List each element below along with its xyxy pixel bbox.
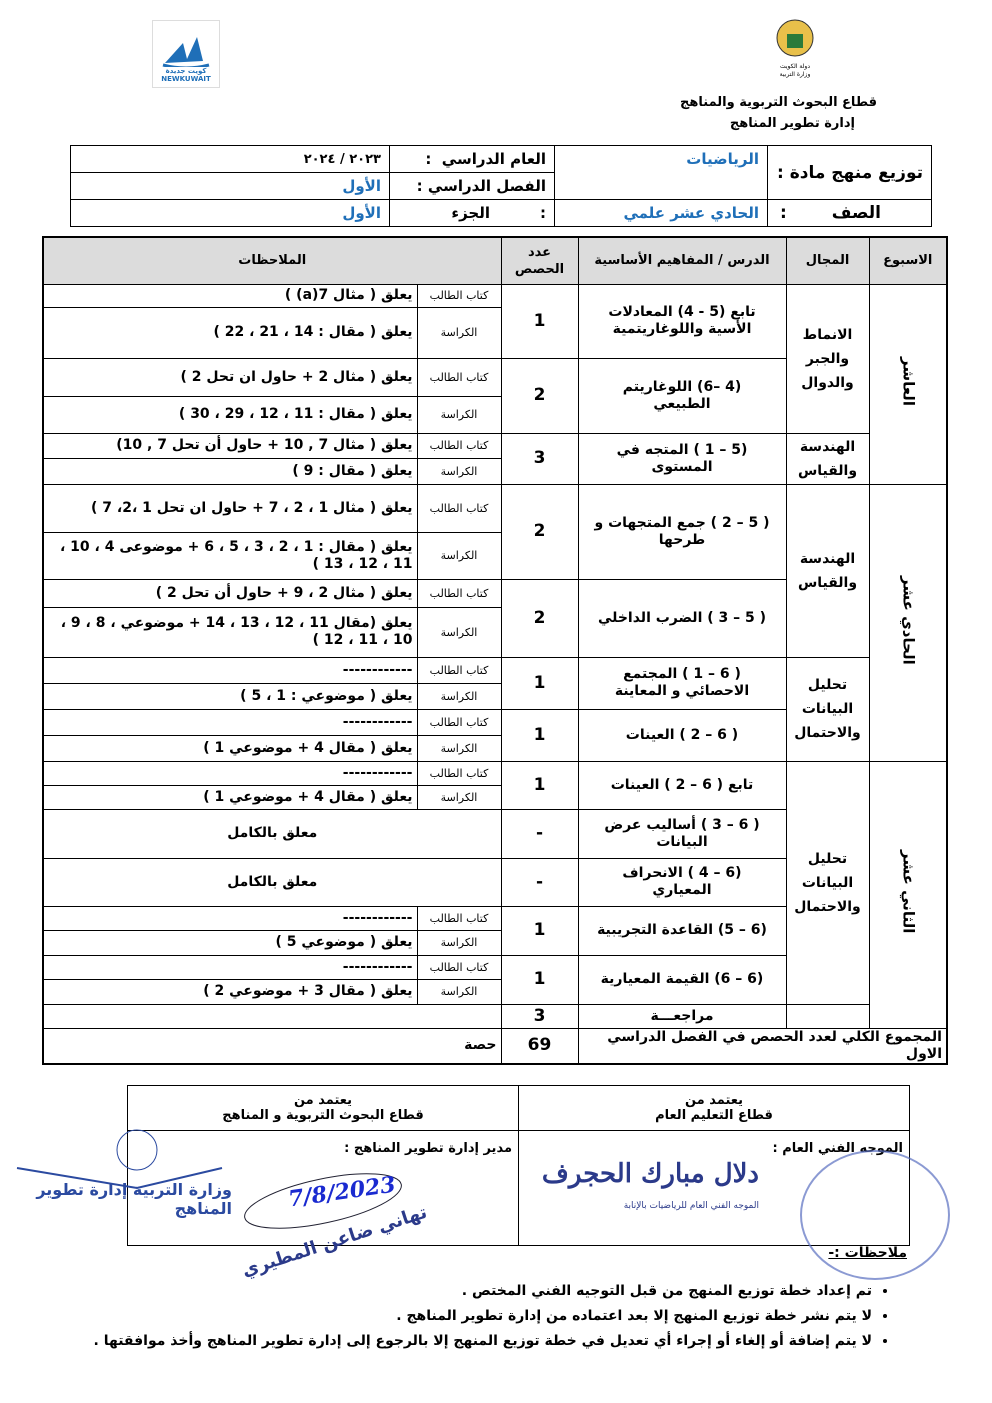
header-notes: الملاحظات <box>43 237 501 284</box>
domain-cell: تحليل البيانات والاحتمال <box>786 761 869 1004</box>
session-count: 1 <box>501 709 578 761</box>
workbook-note: يعلق ( مقال 4 + موضوعي 1 ) <box>43 735 417 761</box>
lesson-title: ( 5 – 2 ) جمع المتجهات و طرحها <box>578 484 786 579</box>
table-row <box>43 657 947 683</box>
workbook-note: يعلق ( مقال : 1 ، 2 ، 3 ، 5 ، 6 + موضوعى 4 ، 10 ، 11 ، 12 ، 13 ) <box>43 532 417 579</box>
week-cell <box>869 284 947 484</box>
note-item: • لا يتم نشر خطة توزيع المنهج إلا بعد اعتماده من إدارة تطوير المناهج . <box>94 1308 872 1324</box>
header-lesson: الدرس / المفاهيم الأساسية <box>578 237 786 284</box>
source-book: كتاب الطالب <box>417 709 501 735</box>
source-book: كتاب الطالب <box>417 579 501 607</box>
workbook-note: يعلق ( مقال 4 + موضوعي 1 ) <box>43 785 417 809</box>
source-book: كتاب الطالب <box>417 657 501 683</box>
source-workbook: الكراسة <box>417 396 501 433</box>
table-row <box>43 761 947 785</box>
note-item: • لا يتم إضافة أو إلغاء أو إجراء أي تعديل في خطة توزيع المنهج إلا بالرجوع إلى إدارة تطوير المناهج وأخذ موافقتها . <box>94 1333 872 1349</box>
lesson-title: ( 6 – 3 ) أساليب عرض البيانات <box>578 809 786 858</box>
source-book: كتاب الطالب <box>417 284 501 307</box>
colon: : <box>416 177 423 195</box>
week-cell <box>869 484 947 761</box>
workbook-note: يعلق ( موضوعي 5 ) <box>43 930 417 955</box>
lesson-title: (6 – 5) القاعدة التجريبية <box>578 906 786 955</box>
session-count: 1 <box>501 657 578 709</box>
total-row <box>43 1028 947 1064</box>
header-week: الاسبوع <box>869 237 947 284</box>
total-label: المجموع الكلي لعدد الحصص في الفصل الدراسي الاول <box>578 1028 947 1064</box>
term-value: الأول <box>71 173 390 200</box>
fully-suspended-note: معلق بالكامل <box>43 858 501 906</box>
right-signer-title: الموجه الفني العام للرياضيات بالإنابة <box>623 1201 759 1211</box>
workbook-note: يعلق (مقال 11 ، 12 ، 13 ، 14 + موضوعي ، 8 ، 9 ، 10 ، 11 ، 12 ) <box>43 607 417 657</box>
curriculum-table <box>42 236 948 1065</box>
review-count: 3 <box>501 1004 578 1028</box>
info-table <box>70 145 932 227</box>
term-label: الفصل الدراسي <box>427 177 546 195</box>
empty-cell <box>786 1004 869 1028</box>
stamp-text: وزارة التربية إدارة تطوير المناهج <box>36 1180 232 1218</box>
source-workbook: الكراسة <box>417 458 501 484</box>
lesson-title: (6 – 6) القيمة المعيارية <box>578 955 786 1004</box>
lesson-title: ( 6 – 2 ) العينات <box>578 709 786 761</box>
week-label: الحادي عشر <box>899 575 918 665</box>
session-count: 2 <box>501 358 578 433</box>
workbook-note: يعلق ( مقال : 9 ) <box>43 458 417 484</box>
right-signature: دلال مبارك الحجرف <box>541 1159 759 1189</box>
source-workbook: الكراسة <box>417 532 501 579</box>
kuwait-emblem-logo <box>772 16 818 80</box>
grade-value: الحادي عشر علمي <box>555 200 768 227</box>
source-workbook: الكراسة <box>417 307 501 358</box>
lesson-title: ( 6 – 1 ) المجتمع الاحصائي و المعاينة <box>578 657 786 709</box>
lesson-title: (5 – 1 ) المتجه في المستوى <box>578 433 786 484</box>
lesson-title: تابع (5 - 4) المعادلات الأسية واللوغاريتمية <box>578 284 786 358</box>
session-count: - <box>501 858 578 906</box>
session-count: 2 <box>501 579 578 657</box>
source-book: كتاب الطالب <box>417 484 501 532</box>
approved-by-label: يعتمد من <box>293 1093 353 1108</box>
source-book: كتاب الطالب <box>417 906 501 930</box>
session-count: 3 <box>501 433 578 484</box>
domain-cell: الهندسة والقياس <box>786 484 869 657</box>
source-workbook: الكراسة <box>417 607 501 657</box>
session-count: 1 <box>501 284 578 358</box>
book-note: ------------ <box>43 906 417 930</box>
svg-text:دولة الكويت: دولة الكويت <box>780 63 810 70</box>
workbook-note: يعلق ( مقال : 11 ، 12 ، 29 ، 30 ) <box>43 396 417 433</box>
review-row <box>43 1004 947 1028</box>
left-org: قطاع البحوث التربوية و المناهج <box>222 1108 424 1123</box>
source-workbook: الكراسة <box>417 735 501 761</box>
left-role: مدير إدارة تطوير المناهج : <box>344 1141 512 1156</box>
lesson-title: ( 5 – 3 ) الضرب الداخلي <box>578 579 786 657</box>
year-value: ٢٠٢٣ / ٢٠٢٤ <box>71 146 390 173</box>
source-workbook: الكراسة <box>417 785 501 809</box>
week-label: العاشر <box>899 357 918 406</box>
total-unit: حصة <box>43 1028 501 1064</box>
new-kuwait-logo <box>152 20 220 88</box>
table-row <box>43 284 947 307</box>
empty-cell <box>43 1004 501 1028</box>
year-label: العام الدراسي <box>441 150 546 168</box>
table-row <box>43 484 947 532</box>
book-note: يعلق ( مثال 2 + حاول ان تحل 2 ) <box>43 358 417 396</box>
book-note: يعلق ( مثال 7 , 10 + حاول أن تحل 7 , 10) <box>43 433 417 458</box>
book-note: ------------ <box>43 761 417 785</box>
book-note: يعلق ( مثال 2 ، 9 + حاول أن تحل 2 ) <box>43 579 417 607</box>
table-row <box>43 433 947 458</box>
source-workbook: الكراسة <box>417 683 501 709</box>
session-count: 1 <box>501 906 578 955</box>
note-item: • تم إعداد خطة توزيع المنهج من قبل التوجيه الفني المختص . <box>94 1283 872 1299</box>
week-label: الثاني عشر <box>899 850 918 934</box>
left-signature: تهاني ضاعن المطيري <box>239 1201 430 1282</box>
subject-label: توزيع منهج مادة : <box>768 146 932 200</box>
domain-cell: الانماط والجبر والدوال <box>786 284 869 433</box>
book-note: يعلق ( مثال 7(a) ) <box>43 284 417 307</box>
subject-value: الرياضيات <box>555 146 768 200</box>
source-book: كتاب الطالب <box>417 761 501 785</box>
book-note: ------------ <box>43 709 417 735</box>
part-value: الأول <box>71 200 390 227</box>
table-header-row <box>43 237 947 284</box>
domain-cell: تحليل البيانات والاحتمال <box>786 657 869 761</box>
session-count: 1 <box>501 955 578 1004</box>
week-cell <box>869 761 947 1028</box>
lesson-title: تابع ( 6 – 2 ) العينات <box>578 761 786 809</box>
review-label: مراجعـــة <box>578 1004 786 1028</box>
workbook-note: يعلق ( مقال : 14 ، 21 ، 22 ) <box>43 307 417 358</box>
lesson-title: (4 –6) اللوغاريتم الطبيعي <box>578 358 786 433</box>
colon: : <box>425 150 432 168</box>
sector-name: قطاع البحوث التربوية والمناهج <box>680 95 877 110</box>
workbook-note: يعلق ( مقال 3 + موضوعي 2 ) <box>43 979 417 1004</box>
workbook-note: يعلق ( موضوعي : 1 ، 5 ) <box>43 683 417 709</box>
header-count: عدد الحصص <box>501 237 578 284</box>
right-org: قطاع التعليم العام <box>655 1108 773 1123</box>
colon: : <box>779 203 787 223</box>
fully-suspended-note: معلق بالكامل <box>43 809 501 858</box>
header-title <box>680 92 877 134</box>
department-name: إدارة تطوير المناهج <box>729 116 855 131</box>
source-book: كتاب الطالب <box>417 358 501 396</box>
notes-title: ملاحظات :- <box>828 1245 907 1261</box>
colon: : <box>540 204 546 222</box>
total-count: 69 <box>501 1028 578 1064</box>
new-kuwait-logo-text: كويت جديدة NEWKUWAIT <box>161 67 211 83</box>
source-workbook: الكراسة <box>417 930 501 955</box>
session-count: 2 <box>501 484 578 579</box>
source-workbook: الكراسة <box>417 979 501 1004</box>
svg-text:وزارة التربية: وزارة التربية <box>779 71 811 78</box>
approved-by-label: يعتمد من <box>684 1093 744 1108</box>
right-role: الموجه الفني العام : <box>772 1141 903 1156</box>
notes-list <box>94 1283 912 1349</box>
book-note: ------------ <box>43 657 417 683</box>
lesson-title: (6 – 4 ) الانحراف المعياري <box>578 858 786 906</box>
header-domain: المجال <box>786 237 869 284</box>
session-count: 1 <box>501 761 578 809</box>
book-note: ------------ <box>43 955 417 979</box>
grade-label: الصف <box>831 203 881 223</box>
part-label: الجزء <box>451 204 490 222</box>
session-count: - <box>501 809 578 858</box>
approval-date: 7/8/2023 <box>286 1171 398 1213</box>
domain-cell: الهندسة والقياس <box>786 433 869 484</box>
source-book: كتاب الطالب <box>417 955 501 979</box>
book-note: يعلق ( مثال 1 ، 2 ، 7 + حاول ان تحل 1 ،2، 7 ) <box>43 484 417 532</box>
notes-section <box>94 1245 912 1358</box>
source-book: كتاب الطالب <box>417 433 501 458</box>
curriculum-dept-stamp <box>12 1128 232 1218</box>
